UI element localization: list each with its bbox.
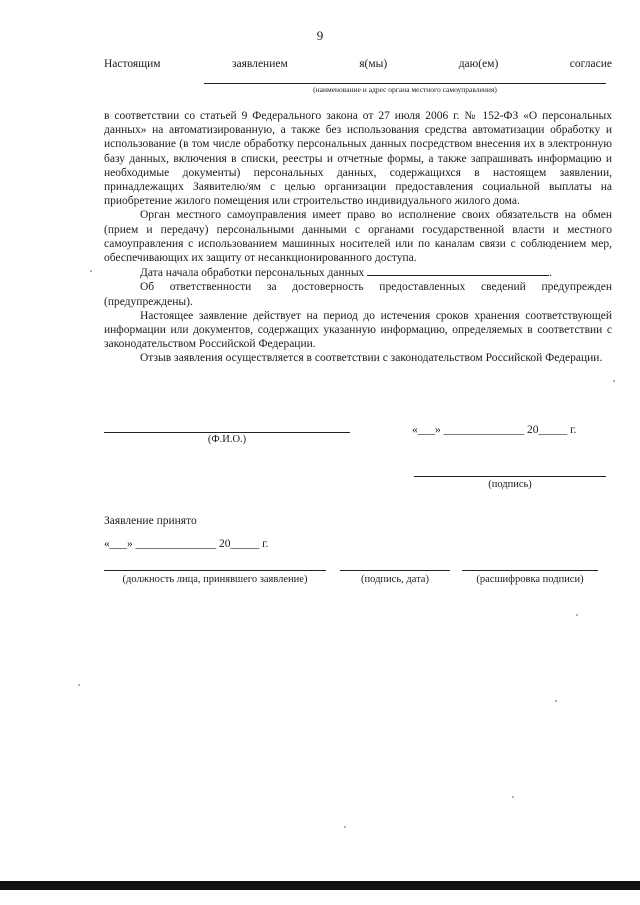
officer-name-field[interactable] [462,570,598,571]
date-start-label: Дата начала обработки персональных данных [140,267,365,280]
scan-edge-bar [0,881,640,890]
accepted-date-line: «___» ______________ 20_____ г. [104,538,269,550]
fio-field[interactable] [104,432,350,433]
scan-speck [512,796,514,798]
officer-position-caption: (должность лица, принявшего заявление) [122,574,308,585]
fio-caption: (Ф.И.О.) [207,434,247,445]
intro-word: я(мы) [359,58,388,70]
consent-body [104,109,612,366]
intro-word: Настоящим [104,58,161,70]
authority-fill-line[interactable] [204,83,606,84]
intro-word: даю(ем) [458,58,499,70]
page-number: 9 [316,28,324,43]
scan-speck [576,614,578,616]
officer-signature-field[interactable] [340,570,450,571]
scan-speck [613,380,615,382]
paragraph-date-start: Дата начала обработки персональных данных . [140,267,553,280]
scan-speck [344,826,346,828]
paragraph-exchange: Орган местного самоуправления имеет право во исполнение своих обязательств на обмен (прием и передачу) персональными данными с органами государственной власти и местного самоуправления с использованием машинных носителей или по каналам связи с соблюдением мер, обеспечивающих их защиту от несанкционированного доступа. [104,209,612,265]
officer-signature-caption: (подпись, дата) [361,574,429,585]
accepted-label: Заявление принято [104,515,197,527]
authority-caption: (наименование и адрес органа местного самоуправления) [313,85,497,94]
scan-speck [78,684,80,686]
intro-word: заявлением [232,58,288,70]
intro-line [104,58,612,70]
signature-caption: (подпись) [488,479,532,490]
officer-position-field[interactable] [104,570,326,571]
paragraph-responsibility: Об ответственности за достоверность предоставленных сведений предупрежден (предупреждены). [104,281,612,308]
applicant-date-line: «___» ______________ 20_____ г. [412,424,577,436]
officer-name-caption: (расшифровка подписи) [476,574,584,585]
paragraph-validity: Настоящее заявление действует на период до истечения сроков хранения соответствующей информации или документов, содержащих указанную информацию, определяемых в соответствии с законодательством Российской Федерации. [104,309,612,351]
intro-word: согласие [569,58,612,70]
date-start-field[interactable] [367,265,549,276]
paragraph-consent: в соответствии со статьей 9 Федерального закона от 27 июля 2006 г. № 152-ФЗ «О персональных данных» на автоматизированную, а также без использования средства автоматизации обработку и использование (в том числе обработку персональных данных посредством внесения их в электронную базу данных, включения в списки, реестры и отчетные формы, а также запрашивать информацию и необходимые документы) персональных данных, содержащихся в настоящем заявлении, принадлежащих Заявителю/ям с целью организации предоставления социальной выплаты на приобретение жилого помещения или строительство индивидуального жилого дома. [104,110,612,208]
scan-speck [90,270,92,272]
paragraph-revocation: Отзыв заявления осуществляется в соответствии с законодательством Российской Федерации. [140,352,603,365]
applicant-signature-field[interactable] [414,476,606,477]
scan-speck [555,700,557,702]
